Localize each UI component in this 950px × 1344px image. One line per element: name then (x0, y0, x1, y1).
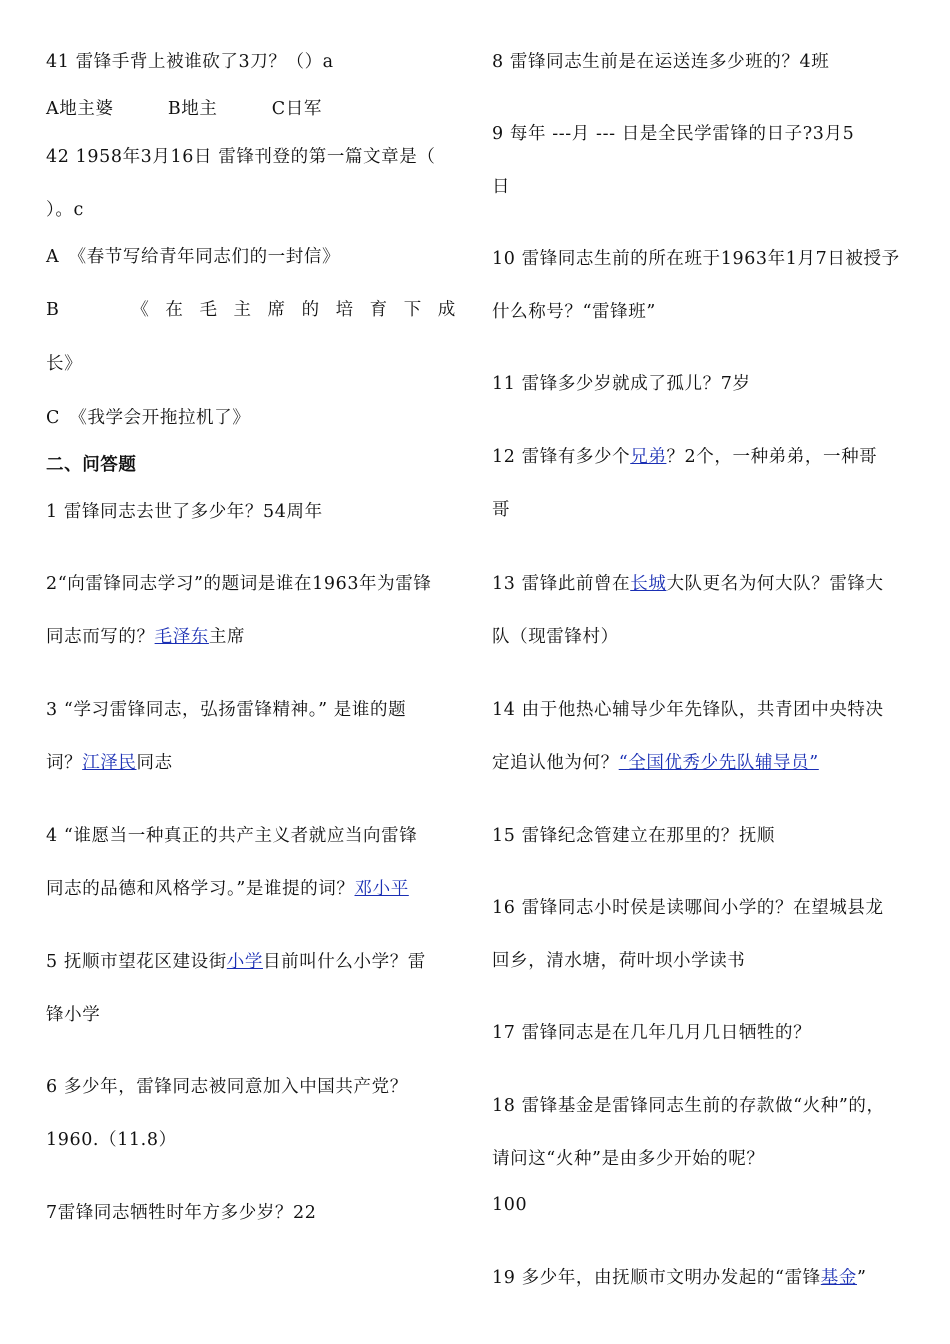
option-b-letter: B (46, 300, 60, 320)
answer-prefix: 词？ (46, 753, 83, 773)
answer-link-dengxiaoping[interactable]: 邓小平 (354, 879, 409, 899)
question-12-cont: 哥 (492, 500, 511, 520)
question-42-cont: ）。c (46, 200, 84, 220)
question-12 (492, 445, 877, 469)
question-13 (492, 572, 884, 596)
link-changcheng[interactable]: 长城 (630, 574, 667, 594)
question-16: 16 雷锋同志小时侯是读哪间小学的？在望城县龙 (492, 898, 884, 918)
option-b-char: 下 (403, 300, 422, 320)
question-suffix: ？2个，一种弟弟，一种哥 (666, 447, 878, 467)
question-4-cont (46, 877, 409, 901)
option-b-char: 培 (335, 300, 354, 320)
question-2: 2“向雷锋同志学习”的题词是谁在1963年为雷锋 (46, 574, 432, 594)
question-41: 41 雷锋手背上被谁砍了3刀？（）a (46, 52, 334, 72)
question-10: 10 雷锋同志生前的所在班于1963年1月7日被授予 (492, 249, 900, 269)
question-1: 1 雷锋同志去世了多少年？54周年 (46, 502, 323, 522)
option-b-cont: 长》 (46, 354, 83, 374)
option-b-char: 成 (437, 300, 456, 320)
question-2-cont (46, 625, 245, 649)
link-jijin[interactable]: 基金 (820, 1268, 857, 1288)
question-10-cont: 什么称号？“雷锋班” (492, 302, 656, 322)
question-18-cont: 请问这“火种”是由多少开始的呢？ (492, 1149, 765, 1169)
option-b (46, 298, 456, 322)
question-5-cont: 锋小学 (46, 1005, 101, 1025)
question-17: 17 雷锋同志是在几年几月几日牺牲的？ (492, 1023, 812, 1043)
option-a: A 《春节写给青年同志们的一封信》 (46, 247, 341, 267)
answer-suffix: 同志 (136, 753, 173, 773)
question-4: 4 “谁愿当一种真正的共产主义者就应当向雷锋 (46, 826, 418, 846)
answer-prefix: 同志的品德和风格学习。”是谁提的词？ (46, 879, 355, 899)
question-suffix: 目前叫什么小学？雷 (263, 952, 426, 972)
question-3-cont (46, 751, 173, 775)
question-18-answer: 100 (492, 1195, 528, 1215)
question-prefix: 13 雷锋此前曾在 (492, 574, 631, 594)
option-b-char: 《 (131, 300, 150, 320)
question-18: 18 雷锋基金是雷锋同志生前的存款做“火种”的， (492, 1096, 885, 1116)
question-6: 6 多少年，雷锋同志被同意加入中国共产党？ (46, 1077, 408, 1097)
question-suffix: ” (856, 1268, 867, 1288)
question-41-options: A地主婆 B地主 C日军 (46, 99, 322, 119)
answer-link-jiangzemin[interactable]: 江泽民 (82, 753, 137, 773)
question-6-answer: 1960.（11.8） (46, 1130, 177, 1150)
option-b-char: 的 (301, 300, 320, 320)
question-prefix: 12 雷锋有多少个 (492, 447, 631, 467)
answer-prefix: 同志而写的？ (46, 627, 155, 647)
question-15: 15 雷锋纪念管建立在那里的？抚顺 (492, 826, 776, 846)
question-suffix: 大队更名为何大队？雷锋大 (666, 574, 884, 594)
question-16-cont: 回乡，清水塘，荷叶坝小学读书 (492, 951, 746, 971)
option-b-char: 育 (369, 300, 388, 320)
question-14-cont (492, 751, 819, 775)
question-3: 3 “学习雷锋同志，弘扬雷锋精神。” 是谁的题 (46, 700, 407, 720)
question-14: 14 由于他热心辅导少年先锋队，共青团中央特决 (492, 700, 884, 720)
link-xiongdi[interactable]: 兄弟 (630, 447, 667, 467)
question-prefix: 19 多少年，由抚顺市文明办发起的“雷锋 (492, 1268, 821, 1288)
question-8: 8 雷锋同志生前是在运送连多少班的？4班 (492, 52, 830, 72)
option-c: C 《我学会开拖拉机了》 (46, 408, 251, 428)
question-9-cont: 日 (492, 177, 511, 197)
answer-link-fudaoyuan[interactable]: “全国优秀少先队辅导员” (618, 753, 819, 773)
option-b-char: 在 (165, 300, 184, 320)
option-b-char: 毛 (199, 300, 218, 320)
question-19 (492, 1266, 867, 1290)
section-heading: 二、问答题 (46, 455, 137, 475)
question-11: 11 雷锋多少岁就成了孤儿？7岁 (492, 374, 751, 394)
question-9: 9 每年 ---月 --- 日是全民学雷锋的日子?3月5 (492, 124, 855, 144)
question-prefix: 5 抚顺市望花区建设街 (46, 952, 227, 972)
link-xiaoxue[interactable]: 小学 (226, 952, 263, 972)
answer-link-maozedong[interactable]: 毛泽东 (154, 627, 209, 647)
question-13-cont: 队（现雷锋村） (492, 627, 619, 647)
option-b-char: 席 (267, 300, 286, 320)
question-42: 42 1958年3月16日 雷锋刊登的第一篇文章是（ (46, 147, 436, 167)
answer-prefix: 定追认他为何？ (492, 753, 619, 773)
question-5 (46, 950, 426, 974)
option-b-char: 主 (233, 300, 252, 320)
answer-suffix: 主席 (208, 627, 246, 647)
question-7: 7雷锋同志牺牲时年方多少岁？22 (46, 1203, 317, 1223)
